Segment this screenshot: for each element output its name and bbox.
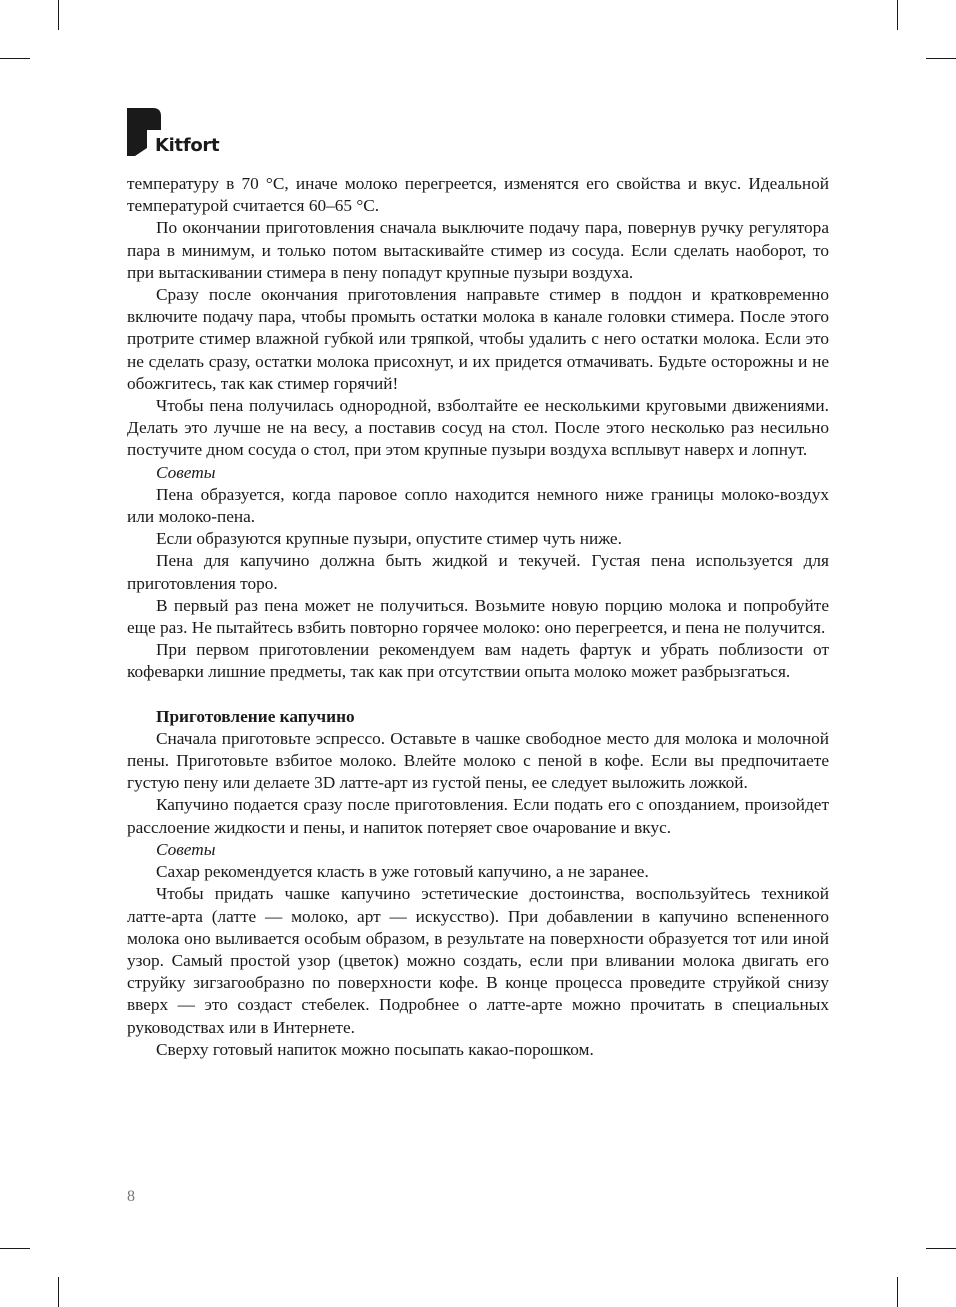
crop-mark xyxy=(926,1248,956,1249)
paragraph: Сначала приготовьте эспрессо. Оставьте в чашке свободное место для молока и молочной пены. Приготовьте взбитое молоко. Влейте молоко с пеной в кофе. Если вы предпочитаете густую пену или делаете 3D латте-арт из густой пены, ее следует выложить ложкой. xyxy=(127,728,829,793)
crop-mark xyxy=(58,0,59,30)
crop-mark xyxy=(58,1277,59,1307)
crop-mark xyxy=(926,58,956,59)
kitfort-logo xyxy=(127,108,247,156)
paragraph: По окончании приготовления сначала выключите подачу пара, повернув ручку регулятора пара в минимум, и только потом вытаскивайте стимер из сосуда. Если сделать наоборот, то при вытаскивании стимера в пену попадут крупные пузыри воздуха. xyxy=(127,218,829,282)
paragraph: Сахар рекомендуется класть в уже готовый капучино, а не заранее. xyxy=(156,862,649,882)
paragraph: Чтобы придать чашке капучино эстетические достоинства, воспользуйтесь техникой латте-арта (латте — молоко, арт — искусство). При добавлении в капучино вспененного молока оно выливается особым образом, в результате на поверхности образуется тот или иной узор. Самый простой узор (цветок) можно создать, если при вливании молока двигать его струйку зигзагообразно по поверхности кофе. В конце процесса проведите струйкой снизу вверх — это создаст стебелек. Подробнее о латте-арте можно прочитать в специальных руководствах или в Интернете. xyxy=(127,884,829,1037)
crop-mark xyxy=(897,0,898,30)
logo-text: Kitfort xyxy=(155,135,220,156)
tips-heading: Советы xyxy=(156,839,216,859)
crop-mark xyxy=(0,58,30,59)
section-heading: Приготовление капучино xyxy=(156,706,355,726)
crop-mark xyxy=(897,1277,898,1307)
paragraph: Пена образуется, когда паровое сопло находится немного ниже границы молоко-воздух или молоко-пена. xyxy=(127,484,829,527)
paragraph: Сразу после окончания приготовления направьте стимер в поддон и кратковременно включите подачу пара, чтобы промыть остатки молока в канале головки стимера. После этого протрите стимер влажной губкой или тряпкой, чтобы удалить с него остатки молока. Если это не сделать сразу, остатки молока присохнут, и их придется отмачивать. Будьте осторожны и не обожгитесь, так как стимер горячий! xyxy=(127,285,829,393)
paragraph: Пена для капучино должна быть жидкой и текучей. Густая пена используется для приготовления торо. xyxy=(127,551,829,593)
paragraph: температуру в 70 °C, иначе молоко перегреется, изменятся его свойства и вкус. Идеальной температурой считается 60–65 °C. xyxy=(127,174,829,216)
paragraph: При первом приготовлении рекомендуем вам надеть фартук и убрать поблизости от кофеварки лишние предметы, так как при отсутствии опыта молоко может разбрызгаться. xyxy=(127,640,829,682)
paragraph: Чтобы пена получилась однородной, взболтайте ее несколькими круговыми движениями. Делать это лучше не на весу, а поставив сосуд на стол. После этого несколько раз несильно постучите дном сосуда о стол, при этом крупные пузыри воздуха всплывут наверх и лопнут. xyxy=(127,396,829,460)
paragraph: Сверху готовый напиток можно посыпать какао-порошком. xyxy=(156,1039,594,1059)
page-number: 8 xyxy=(127,1188,135,1205)
paragraph: Если образуются крупные пузыри, опустите стимер чуть ниже. xyxy=(156,529,622,549)
paragraph: В первый раз пена может не получиться. Возьмите новую порцию молока и попробуйте еще раз. Не пытайтесь взбить повторно горячее молоко: оно перегреется, и пена не получится. xyxy=(127,595,829,638)
paragraph: Капучино подается сразу после приготовления. Если подать его с опозданием, произойдет расслоение жидкости и пены, и напиток потеряет свое очарование и вкус. xyxy=(127,795,829,837)
tips-heading: Советы xyxy=(156,462,216,482)
page-content xyxy=(127,173,829,1061)
crop-mark xyxy=(0,1248,30,1249)
